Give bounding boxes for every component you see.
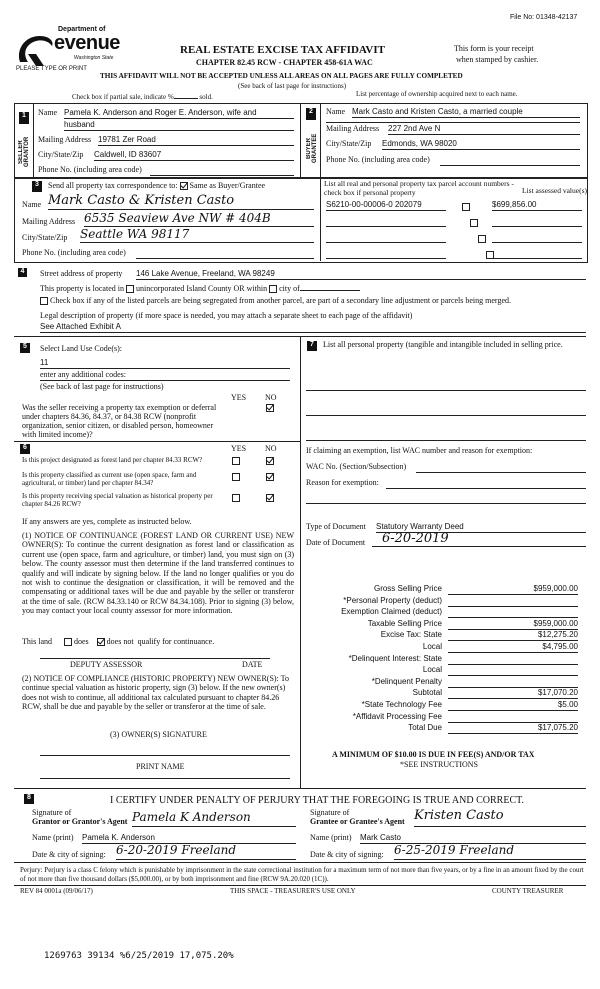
- segregated-label: Check box if any of the listed parcels are being segregated from another parcel, are part of a secondary line adjustment or parcels being merged.: [40, 296, 511, 305]
- tax-label: *Delinquent Penalty: [371, 676, 442, 686]
- certify-statement: I CERTIFY UNDER PENALTY OF PERJURY THAT THE FOREGOING IS TRUE AND CORRECT.: [110, 795, 524, 806]
- wac-input[interactable]: [416, 462, 586, 473]
- wac-label: WAC No. (Section/Subsection): [306, 462, 407, 471]
- forest-question: Is this project designated as forest land per chapter 84.33 RCW?: [22, 456, 203, 464]
- buyer-mail-label: Mailing Address: [326, 124, 380, 133]
- reason-label: Reason for exemption:: [306, 478, 379, 487]
- deputy-date-label: DATE: [242, 660, 263, 669]
- exemption-no-checkbox[interactable]: [266, 404, 274, 412]
- historic-yes-checkbox[interactable]: [232, 494, 240, 502]
- land-use-code[interactable]: 11: [40, 358, 290, 369]
- see-instructions: *SEE INSTRUCTIONS: [400, 760, 479, 769]
- corr-city-label: City/State/Zip: [22, 233, 68, 242]
- grantee-sig-label1: Signature of: [310, 808, 350, 817]
- tax-label: *Affidavit Processing Fee: [352, 711, 442, 721]
- deputy-label: DEPUTY ASSESSOR: [70, 660, 143, 669]
- does-checkbox[interactable]: [64, 638, 72, 646]
- print-name[interactable]: [40, 772, 290, 779]
- forest-yes-checkbox[interactable]: [232, 457, 240, 465]
- corr-name-label: Name: [22, 200, 42, 209]
- tax-value[interactable]: [448, 596, 578, 607]
- corr-phone[interactable]: [136, 248, 314, 259]
- grantor-date-city[interactable]: 6-20-2019 Freeland: [116, 843, 296, 860]
- personal-property-checkbox[interactable]: [462, 203, 470, 211]
- grantor-sig-label2: Grantor or Grantor's Agent: [32, 817, 128, 826]
- grantee-name[interactable]: Mark Casto: [360, 833, 586, 844]
- section-5-number: 5: [20, 343, 30, 353]
- please-type: PLEASE TYPE OR PRINT: [16, 66, 87, 72]
- tax-label: Local: [422, 665, 442, 675]
- assessed-value[interactable]: [492, 248, 582, 259]
- s5-no-header: NO: [265, 393, 277, 402]
- minimum-note: A MINIMUM OF $10.00 IS DUE IN FEE(S) AND/OR TAX: [332, 750, 535, 759]
- owner-signature-label: (3) OWNER(S) SIGNATURE: [110, 730, 207, 739]
- form-subtitle: CHAPTER 82.45 RCW - CHAPTER 458-61A WAC: [196, 58, 373, 67]
- notice-continuance: (1) NOTICE OF CONTINUANCE (FOREST LAND OR CURRENT USE) NEW OWNER(S): To continue the current designation as forest land or classification as current use (open space, farm and agriculture, or timber) land, you must sign on (3) below. The county assessor must then determine if the land transferred continues to qualify and will indicate by signing below. If the land no longer qualifies or you do not wish to continue the designation or classification, it will be removed and the compensating or additional taxes will be due and payable by the seller or transferor at the time of sale. (RCW 84.33.140 or RCW 84.34.108). Prior to signing (3) below, you may contact your local county assessor for more information.: [22, 531, 294, 616]
- dept-state: Washington State: [74, 55, 114, 61]
- continuance-line: This land does does not qualify for continuance.: [22, 637, 215, 646]
- city-checkbox[interactable]: [269, 285, 277, 293]
- street-label: Street address of property: [40, 269, 123, 278]
- forest-no-checkbox[interactable]: [266, 457, 274, 465]
- tax-label: Total Due: [408, 723, 442, 733]
- seller-city-label: City/State/Zip: [38, 150, 84, 159]
- buyer-mail[interactable]: 227 2nd Ave N: [388, 124, 580, 135]
- parcel-number[interactable]: [326, 248, 446, 259]
- section-8-number: 8: [24, 794, 34, 804]
- buyer-name[interactable]: Mark Casto and Kristen Casto, a married couple: [352, 107, 580, 118]
- tax-value[interactable]: $959,000.00: [448, 619, 578, 630]
- assessed-value[interactable]: [492, 232, 582, 243]
- grantor-date-label: Date & city of signing:: [32, 850, 106, 859]
- tax-label: Taxable Selling Price: [367, 618, 442, 628]
- grantee-name-label: Name (print): [310, 833, 352, 842]
- claiming-exemption: If claiming an exemption, list WAC number and reason for exemption:: [306, 446, 533, 455]
- exemption-question: Was the seller receiving a property tax exemption or deferral under chapters 84.36, 84.37, or 84.38 RCW (nonprofit organization, senior citizen, or disabled person, homeowner with limited income)?: [22, 403, 217, 439]
- parcel-number[interactable]: [326, 216, 446, 227]
- seller-side-label: SELLER GRANTOR: [18, 136, 30, 168]
- partial-sale-label: Check box if partial sale, indicate % sold.: [72, 93, 213, 101]
- s5-yes-header: YES: [231, 393, 247, 402]
- grantor-name[interactable]: Pamela K. Anderson: [82, 833, 296, 844]
- owner-signature[interactable]: [40, 745, 290, 756]
- buyer-city[interactable]: Edmonds, WA 98020: [382, 139, 580, 150]
- parcel-number[interactable]: S6210-00-00006-0 202079: [326, 200, 446, 211]
- land-use-label: Select Land Use Code(s):: [40, 344, 122, 353]
- reason-input[interactable]: [386, 478, 586, 489]
- s6-no-header: NO: [265, 444, 277, 453]
- tax-value[interactable]: $17,075.20: [448, 723, 578, 734]
- current-use-no-checkbox[interactable]: [266, 473, 274, 481]
- form-revision: REV 84 0001a (09/06/17): [20, 887, 93, 895]
- legal-label: Legal description of property (if more space is needed, you may attach a separate sheet to each page of the affidavit): [40, 311, 413, 320]
- does-not-checkbox[interactable]: [97, 638, 105, 646]
- tax-value[interactable]: $17,070.20: [448, 688, 578, 699]
- form-title: REAL ESTATE EXCISE TAX AFFIDAVIT: [180, 44, 385, 56]
- tax-label: Local: [422, 642, 442, 651]
- warning: THIS AFFIDAVIT WILL NOT BE ACCEPTED UNLESS ALL AREAS ON ALL PAGES ARE FULLY COMPLETED: [100, 72, 463, 80]
- instructions-note: (See back of last page for instructions): [238, 82, 347, 90]
- grantor-signature[interactable]: Pamela K Anderson: [132, 810, 296, 827]
- personal-property-label: List all personal property (tangible and intangible included in selling price.: [323, 340, 563, 349]
- street-address[interactable]: 146 Lake Avenue, Freeland, WA 98249: [136, 269, 586, 280]
- section-6-number: 6: [20, 444, 30, 454]
- notice-compliance: (2) NOTICE OF COMPLIANCE (HISTORIC PROPERTY) NEW OWNER(S): To continue special valuation as historic property, sign (3) below. If the new owner(s) does not wish to continue, all additional tax calculated pursuant to chapter 84.26 RCW, shall be due and payable by the seller or transferor at the time of sale.: [22, 674, 289, 712]
- buyer-side-label: BUYER GRANTEE: [306, 133, 318, 163]
- section-3-number: 3: [32, 181, 42, 192]
- dept-line1: Department of: [58, 26, 106, 33]
- located-in: This property is located in unincorporated Island County OR within city of: [40, 284, 360, 293]
- section-7-number: 7: [307, 341, 317, 351]
- seller-name[interactable]: Pamela K. Anderson and Roger E. Anderson, wife and: [64, 108, 294, 119]
- unincorporated-checkbox[interactable]: [126, 285, 134, 293]
- buyer-city-label: City/State/Zip: [326, 139, 372, 148]
- tax-label: *Personal Property (deduct): [343, 595, 442, 605]
- assessed-value[interactable]: [492, 216, 582, 227]
- tax-value[interactable]: $4,795.00: [448, 642, 578, 653]
- grantee-sig-label2: Grantee or Grantee's Agent: [310, 817, 405, 826]
- current-use-yes-checkbox[interactable]: [232, 473, 240, 481]
- receipt-line1: This form is your receipt: [454, 44, 534, 53]
- if-yes-note: If any answers are yes, complete as instructed below.: [22, 517, 192, 526]
- historic-no-checkbox[interactable]: [266, 494, 274, 502]
- land-use-see: (See back of last page for instructions): [40, 382, 164, 391]
- grantor-sig-label1: Signature of: [32, 808, 72, 817]
- s6-yes-header: YES: [231, 444, 247, 453]
- segregated-checkbox[interactable]: [40, 297, 48, 305]
- tax-value[interactable]: [448, 654, 578, 665]
- seller-mail-label: Mailing Address: [38, 135, 92, 144]
- parcel-header: List all real and personal property tax parcel account numbers - check box if personal property: [324, 179, 514, 197]
- revenue-logo-icon: [14, 32, 54, 66]
- personal-property-checkbox[interactable]: [470, 219, 478, 227]
- deputy-signature[interactable]: [40, 650, 270, 659]
- tax-value[interactable]: $5.00: [448, 700, 578, 711]
- corr-mail[interactable]: 6535 Seaview Ave NW # 404B: [84, 211, 314, 227]
- legal-description[interactable]: See Attached Exhibit A: [40, 322, 121, 331]
- seller-phone-label: Phone No. (including area code): [38, 165, 142, 174]
- file-number: File No: 01348-42137: [510, 14, 578, 21]
- corr-city[interactable]: Seattle WA 98117: [80, 227, 314, 243]
- county-treasurer: COUNTY TREASURER: [492, 887, 564, 895]
- tax-label: Gross Selling Price: [373, 584, 442, 593]
- tax-label: *Delinquent Interest: State: [348, 653, 442, 663]
- assessed-header: List assessed value(s): [522, 186, 587, 195]
- dept-logo: [14, 26, 124, 72]
- tax-label: *State Technology Fee: [361, 700, 442, 709]
- corr-name[interactable]: Mark Casto & Kristen Casto: [48, 193, 314, 210]
- tax-value[interactable]: $959,000.00: [448, 584, 578, 595]
- seller-mail[interactable]: 19781 Zer Road: [98, 135, 294, 146]
- tax-value[interactable]: [448, 665, 578, 676]
- grantee-date-label: Date & city of signing:: [310, 850, 384, 859]
- current-use-question: Is this property classified as current use (open space, farm and agricultural, or timber) land per chapter 84.34?: [22, 471, 197, 487]
- doc-type[interactable]: Statutory Warranty Deed: [376, 522, 586, 533]
- dept-name: evenue: [54, 32, 120, 54]
- seller-name-label: Name: [38, 108, 58, 117]
- personal-property-checkbox[interactable]: [478, 235, 486, 243]
- tax-label: Excise Tax: State: [380, 630, 442, 640]
- tax-label: Subtotal: [412, 688, 442, 698]
- perjury-notice: Perjury: Perjury is a class C felony which is punishable by imprisonment in the state correctional institution for a maximum term of not more than five years, or by a fine in an amount fixed by the court of not more than five thousand dollars ($5,000.00), or by both imprisonment and fine (RCW 9A.20.020 (1C)).: [20, 866, 584, 883]
- tax-value[interactable]: [448, 712, 578, 723]
- treasurer-only: THIS SPACE - TREASURER'S USE ONLY: [230, 887, 356, 895]
- receipt-line2: when stamped by cashier.: [456, 55, 539, 64]
- print-name-label: PRINT NAME: [136, 762, 185, 771]
- grantee-signature[interactable]: Kristen Casto: [414, 808, 586, 827]
- send-correspondence: Send all property tax correspondence to: Same as Buyer/Grantee: [48, 181, 266, 190]
- same-as-buyer-checkbox[interactable]: [180, 182, 188, 190]
- buyer-name-label: Name: [326, 107, 346, 116]
- percentage-note: List percentage of ownership acquired next to each name.: [356, 90, 518, 98]
- section-1-number: 1: [19, 112, 29, 124]
- grantor-name-label: Name (print): [32, 833, 74, 842]
- receipt-stamp: 1269763 39134 %6/25/2019 17,075.20%: [44, 951, 234, 961]
- assessed-value[interactable]: $699,856.00: [492, 200, 582, 211]
- doc-date-label: Date of Document: [306, 538, 366, 547]
- tax-label: Exemption Claimed (deduct): [341, 607, 442, 617]
- tax-value[interactable]: [448, 677, 578, 688]
- grantee-date-city[interactable]: 6-25-2019 Freeland: [394, 843, 586, 860]
- buyer-phone[interactable]: [440, 155, 580, 166]
- corr-mail-label: Mailing Address: [22, 217, 76, 226]
- corr-phone-label: Phone No. (including area code): [22, 248, 126, 257]
- section-2-number: 2: [306, 108, 316, 120]
- seller-city[interactable]: Caldwell, ID 83607: [94, 150, 294, 161]
- seller-phone[interactable]: [150, 165, 294, 176]
- buyer-phone-label: Phone No. (including area code): [326, 155, 430, 164]
- tax-value[interactable]: [448, 607, 578, 618]
- doc-type-label: Type of Document: [306, 522, 366, 531]
- tax-value[interactable]: $12,275.20: [448, 630, 578, 641]
- additional-codes[interactable]: enter any additional codes:: [40, 370, 290, 381]
- seller-name-line2[interactable]: husband: [64, 120, 294, 131]
- section-4-number: 4: [18, 268, 27, 277]
- parcel-number[interactable]: [326, 232, 446, 243]
- doc-date[interactable]: 6-20-2019: [372, 531, 586, 547]
- historic-question: Is this property receiving special valuation as historical property per chapter 84.26 RCW?: [22, 492, 213, 508]
